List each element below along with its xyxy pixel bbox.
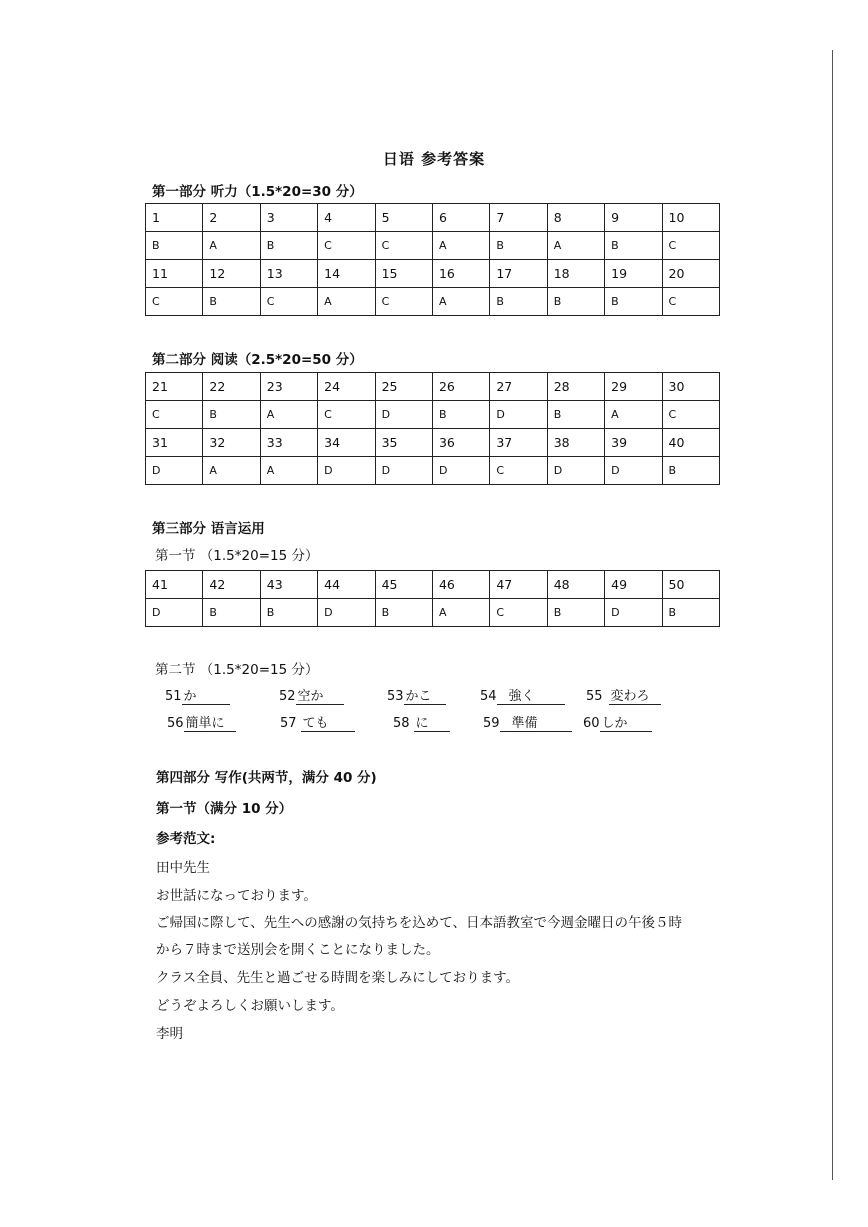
question-number-cell: 29 (605, 373, 662, 401)
question-number-row (146, 204, 720, 232)
question-number-row (146, 429, 720, 457)
question-number-row (146, 373, 720, 401)
question-number-cell: 23 (260, 373, 317, 401)
question-number-cell: 39 (605, 429, 662, 457)
question-number-cell: 21 (146, 373, 203, 401)
question-number-cell: 45 (375, 571, 432, 599)
answer-cell: C (375, 288, 432, 316)
question-number-cell: 20 (662, 260, 719, 288)
answer-cell: B (547, 401, 604, 429)
question-number-cell: 47 (490, 571, 547, 599)
fill-answer: 変わろ (609, 685, 661, 705)
question-number-cell: 4 (318, 204, 375, 232)
fill-answer: しか (600, 712, 652, 732)
answer-cell: B (547, 288, 604, 316)
question-number-cell: 13 (260, 260, 317, 288)
part3-section1-answer-table (145, 570, 720, 627)
answer-row (146, 401, 720, 429)
fill-num: 54 (480, 689, 497, 704)
question-number-cell: 2 (203, 204, 260, 232)
part3-section2-heading: 第二节 （1.5*20=15 分） (155, 662, 319, 678)
fill-num: 57 (280, 716, 297, 731)
fill-item-55 (586, 685, 661, 705)
part3-heading: 第三部分 语言运用 (152, 521, 265, 537)
question-number-cell: 19 (605, 260, 662, 288)
question-number-cell: 10 (662, 204, 719, 232)
answer-cell: C (662, 401, 719, 429)
part2-heading: 第二部分 阅读（2.5*20=50 分） (152, 352, 363, 368)
question-number-cell: 16 (432, 260, 489, 288)
answer-cell: A (260, 457, 317, 485)
answer-cell: B (260, 599, 317, 627)
fill-item-56 (167, 712, 236, 732)
answer-cell: C (146, 288, 203, 316)
question-number-cell: 17 (490, 260, 547, 288)
question-number-cell: 40 (662, 429, 719, 457)
question-number-cell: 8 (547, 204, 604, 232)
fill-answer: かこ (404, 685, 446, 705)
answer-cell: D (490, 401, 547, 429)
answer-cell: D (318, 599, 375, 627)
answer-cell: A (318, 288, 375, 316)
answer-cell: C (318, 401, 375, 429)
fill-answer: 空か (296, 685, 344, 705)
answer-cell: B (203, 401, 260, 429)
fill-answer: ても (301, 712, 355, 732)
question-number-cell: 43 (260, 571, 317, 599)
fill-item-59 (483, 712, 572, 732)
question-number-cell: 26 (432, 373, 489, 401)
essay-line-signature: 李明 (156, 1026, 183, 1042)
question-number-cell: 12 (203, 260, 260, 288)
answer-cell: B (490, 288, 547, 316)
answer-cell: C (375, 232, 432, 260)
question-number-cell: 28 (547, 373, 604, 401)
answer-cell: D (605, 599, 662, 627)
answer-cell: A (260, 401, 317, 429)
question-number-cell: 5 (375, 204, 432, 232)
question-number-cell: 46 (432, 571, 489, 599)
answer-cell: B (146, 232, 203, 260)
part4-heading: 第四部分 写作(共两节，满分 40 分) (156, 770, 377, 786)
answer-cell: C (490, 599, 547, 627)
question-number-cell: 48 (547, 571, 604, 599)
question-number-cell: 9 (605, 204, 662, 232)
question-number-cell: 49 (605, 571, 662, 599)
page-edge-line (832, 50, 833, 1180)
question-number-cell: 44 (318, 571, 375, 599)
fill-item-53 (387, 685, 446, 705)
answer-cell: A (547, 232, 604, 260)
question-number-cell: 34 (318, 429, 375, 457)
fill-num: 52 (279, 689, 296, 704)
part2-table-body (146, 373, 720, 485)
answer-cell: B (662, 599, 719, 627)
page-title: 日语 参考答案 (382, 150, 486, 168)
fill-item-51 (165, 685, 230, 705)
answer-row (146, 599, 720, 627)
essay-line-body-3: クラス全員、先生と過ごせる時間を楽しみにしております。 (156, 970, 520, 986)
fill-num: 60 (583, 716, 600, 731)
fill-item-58 (393, 712, 450, 732)
answer-cell: B (605, 232, 662, 260)
question-number-cell: 25 (375, 373, 432, 401)
question-number-cell: 22 (203, 373, 260, 401)
question-number-row (146, 571, 720, 599)
question-number-cell: 30 (662, 373, 719, 401)
part1-table-body (146, 204, 720, 316)
fill-num: 56 (167, 716, 184, 731)
question-number-cell: 15 (375, 260, 432, 288)
question-number-cell: 50 (662, 571, 719, 599)
question-number-cell: 11 (146, 260, 203, 288)
fill-num: 53 (387, 689, 404, 704)
answer-row (146, 232, 720, 260)
answer-cell: A (203, 457, 260, 485)
fill-answer: か (182, 685, 230, 705)
question-number-cell: 7 (490, 204, 547, 232)
part3-section1-table-body (146, 571, 720, 627)
question-number-row (146, 260, 720, 288)
answer-cell: A (432, 288, 489, 316)
answer-cell: A (203, 232, 260, 260)
question-number-cell: 3 (260, 204, 317, 232)
answer-cell: D (146, 599, 203, 627)
question-number-cell: 37 (490, 429, 547, 457)
part4-section1-heading: 第一节（满分 10 分） (156, 801, 293, 817)
question-number-cell: 31 (146, 429, 203, 457)
answer-cell: C (260, 288, 317, 316)
part1-answer-table (145, 203, 720, 316)
answer-cell: B (260, 232, 317, 260)
question-number-cell: 36 (432, 429, 489, 457)
answer-cell: B (490, 232, 547, 260)
question-number-cell: 1 (146, 204, 203, 232)
fill-num: 58 (393, 716, 410, 731)
question-number-cell: 35 (375, 429, 432, 457)
fill-answer: 強く (497, 685, 565, 705)
answer-cell: C (662, 288, 719, 316)
fill-num: 51 (165, 689, 182, 704)
answer-cell: D (547, 457, 604, 485)
answer-cell: D (432, 457, 489, 485)
answer-cell: D (375, 457, 432, 485)
sample-essay-label: 参考范文: (156, 831, 216, 847)
answer-cell: D (318, 457, 375, 485)
fill-item-52 (279, 685, 344, 705)
answer-cell: C (490, 457, 547, 485)
essay-line-body-2: から７時まで送別会を開くことになりました。 (156, 942, 440, 958)
answer-row (146, 457, 720, 485)
fill-answer: 簡単に (184, 712, 236, 732)
fill-item-60 (583, 712, 652, 732)
question-number-cell: 33 (260, 429, 317, 457)
fill-item-57 (280, 712, 355, 732)
answer-row (146, 288, 720, 316)
answer-cell: B (203, 288, 260, 316)
question-number-cell: 24 (318, 373, 375, 401)
answer-cell: A (432, 599, 489, 627)
essay-line-closing: どうぞよろしくお願いします。 (156, 998, 344, 1014)
answer-cell: D (146, 457, 203, 485)
essay-line-greeting-name: 田中先生 (156, 860, 210, 876)
answer-cell: D (375, 401, 432, 429)
answer-cell: A (432, 232, 489, 260)
fill-num: 55 (586, 689, 603, 704)
essay-line-body-1: ご帰国に際して、先生への感謝の気持ちを込めて、日本語教室で今週金曜日の午後５時 (156, 915, 682, 931)
answer-cell: B (375, 599, 432, 627)
answer-cell: B (662, 457, 719, 485)
part2-answer-table (145, 372, 720, 485)
question-number-cell: 14 (318, 260, 375, 288)
answer-cell: A (605, 401, 662, 429)
part1-heading: 第一部分 听力（1.5*20=30 分） (152, 184, 363, 200)
fill-num: 59 (483, 716, 500, 731)
answer-cell: D (605, 457, 662, 485)
question-number-cell: 32 (203, 429, 260, 457)
answer-cell: B (547, 599, 604, 627)
answer-cell: C (146, 401, 203, 429)
fill-answer: 準備 (500, 712, 572, 732)
answer-cell: B (203, 599, 260, 627)
answer-cell: B (605, 288, 662, 316)
question-number-cell: 38 (547, 429, 604, 457)
answer-cell: C (318, 232, 375, 260)
essay-line-opening: お世話になっております。 (156, 888, 317, 904)
fill-answer: に (414, 712, 450, 732)
answer-cell: B (432, 401, 489, 429)
question-number-cell: 6 (432, 204, 489, 232)
answer-cell: C (662, 232, 719, 260)
question-number-cell: 41 (146, 571, 203, 599)
fill-item-54 (480, 685, 565, 705)
question-number-cell: 27 (490, 373, 547, 401)
question-number-cell: 42 (203, 571, 260, 599)
question-number-cell: 18 (547, 260, 604, 288)
part3-section1-heading: 第一节 （1.5*20=15 分） (155, 548, 319, 564)
